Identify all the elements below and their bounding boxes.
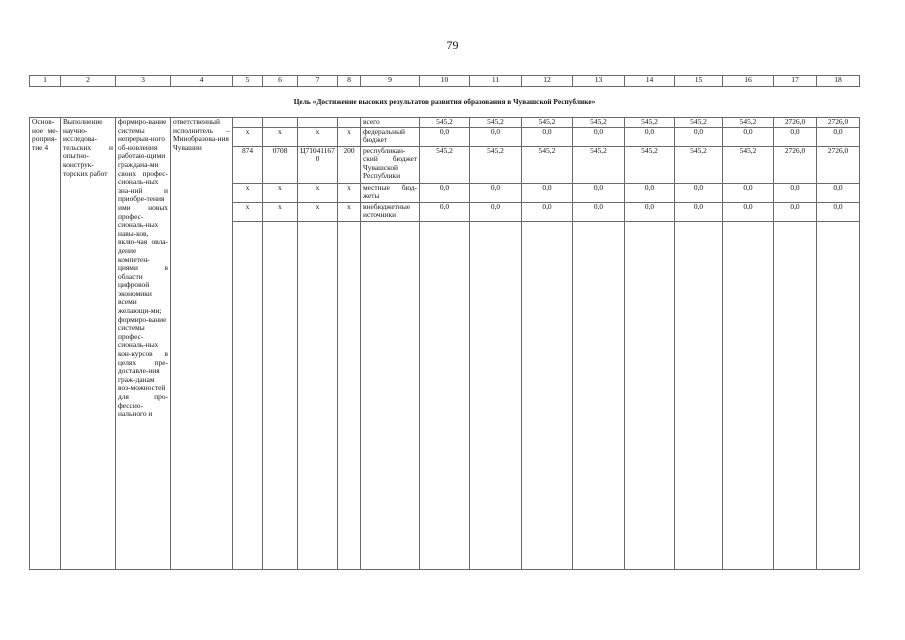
value-cell: 0,0 — [470, 202, 522, 221]
code-cell: x — [338, 202, 361, 221]
code-cell: 874 — [233, 146, 263, 183]
value-cell: 0,0 — [522, 202, 573, 221]
col-number: 5 — [233, 76, 263, 87]
code-cell: x — [338, 127, 361, 146]
value-cell: 2726,0 — [774, 146, 817, 183]
code-cell: x — [298, 202, 338, 221]
value-cell: 545,2 — [420, 146, 470, 183]
value-cell: 0,0 — [522, 127, 573, 146]
funding-source: федеральный бюджет — [361, 127, 420, 146]
code-cell: x — [263, 183, 298, 202]
code-cell: x — [298, 183, 338, 202]
funding-source: республикан-ский бюджет Чувашской Республики — [361, 146, 420, 183]
code-cell — [233, 118, 263, 128]
code-cell: x — [263, 127, 298, 146]
value-cell: 0,0 — [774, 183, 817, 202]
value-cell: 0,0 — [774, 202, 817, 221]
col-number: 11 — [470, 76, 522, 87]
value-cell: 0,0 — [774, 127, 817, 146]
value-cell: 0,0 — [675, 183, 723, 202]
value-cell: 0,0 — [470, 127, 522, 146]
value-cell: 545,2 — [625, 118, 675, 128]
value-cell: 545,2 — [723, 118, 774, 128]
code-cell: x — [233, 183, 263, 202]
col-number: 12 — [522, 76, 573, 87]
value-cell: 2726,0 — [817, 118, 860, 128]
column-number-row — [30, 76, 860, 87]
value-cell: 545,2 — [675, 146, 723, 183]
code-cell — [298, 118, 338, 128]
funding-source: внебюджетные источники — [361, 202, 420, 221]
value-cell: 0,0 — [817, 183, 860, 202]
value-cell: 0,0 — [723, 127, 774, 146]
col-number: 13 — [573, 76, 625, 87]
value-cell: 545,2 — [723, 146, 774, 183]
value-cell: 0,0 — [420, 202, 470, 221]
value-cell: 0,0 — [573, 127, 625, 146]
budget-table — [29, 75, 860, 570]
value-cell: 545,2 — [573, 146, 625, 183]
code-cell: x — [263, 202, 298, 221]
activity-description: формиро-вание системы непрерыв-ного об-новления работаю-щими граждана-ми своих профес-сиональ-ных зна-ний и приобре-тения ими новых профес-сиональ-ных навы-ков, вклю-чая овла-дение компетен-циями в области цифровой экономики всеми желающи-ми; формиро-вание системы профес-сиональ-ных кон-курсов в целях пре-доставле-ния граж-данам воз-можностей для про-фессио-нального и — [116, 118, 171, 570]
value-cell: 0,0 — [522, 183, 573, 202]
value-cell: 0,0 — [573, 202, 625, 221]
value-cell: 545,2 — [470, 118, 522, 128]
value-cell: 0,0 — [420, 127, 470, 146]
value-cell: 545,2 — [573, 118, 625, 128]
code-cell: 200 — [338, 146, 361, 183]
value-cell: 2726,0 — [774, 118, 817, 128]
value-cell: 545,2 — [522, 146, 573, 183]
code-cell: 0708 — [263, 146, 298, 183]
value-cell: 0,0 — [723, 202, 774, 221]
col-number: 3 — [116, 76, 171, 87]
code-cell: Ц710411670 — [298, 146, 338, 183]
col-number: 15 — [675, 76, 723, 87]
responsible-executor: ответственный исполнитель – Минобразова-ния Чувашии — [171, 118, 233, 570]
value-cell: 545,2 — [675, 118, 723, 128]
value-cell: 0,0 — [470, 183, 522, 202]
col-number: 16 — [723, 76, 774, 87]
value-cell: 545,2 — [470, 146, 522, 183]
code-cell — [263, 118, 298, 128]
code-cell — [338, 118, 361, 128]
activity-name: Выполнение научно-исследова-тельских и опытно-конструк-торских работ — [61, 118, 116, 570]
code-cell: x — [298, 127, 338, 146]
value-cell: 0,0 — [817, 202, 860, 221]
funding-source: всего — [361, 118, 420, 128]
col-number: 10 — [420, 76, 470, 87]
col-number: 2 — [61, 76, 116, 87]
value-cell: 0,0 — [723, 183, 774, 202]
goal-row — [30, 87, 860, 118]
code-cell: x — [233, 202, 263, 221]
col-number: 1 — [30, 76, 61, 87]
value-cell: 2726,0 — [817, 146, 860, 183]
value-cell: 0,0 — [675, 202, 723, 221]
col-number: 6 — [263, 76, 298, 87]
value-cell: 0,0 — [573, 183, 625, 202]
value-cell: 0,0 — [625, 127, 675, 146]
code-cell: x — [338, 183, 361, 202]
code-cell: x — [233, 127, 263, 146]
goal-title: Цель «Достижение высоких результатов развития образования в Чувашской Республике» — [30, 87, 860, 118]
table-row — [30, 118, 860, 128]
value-cell: 0,0 — [675, 127, 723, 146]
value-cell: 0,0 — [420, 183, 470, 202]
col-number: 7 — [298, 76, 338, 87]
col-number: 8 — [338, 76, 361, 87]
value-cell: 545,2 — [625, 146, 675, 183]
col-number: 18 — [817, 76, 860, 87]
value-cell: 0,0 — [625, 202, 675, 221]
activity-number: Основ-ное ме-роприя-тие 4 — [30, 118, 61, 570]
value-cell: 545,2 — [522, 118, 573, 128]
col-number: 14 — [625, 76, 675, 87]
col-number: 17 — [774, 76, 817, 87]
value-cell: 545,2 — [420, 118, 470, 128]
page-number: 79 — [446, 38, 459, 52]
value-cell: 0,0 — [817, 127, 860, 146]
col-number: 9 — [361, 76, 420, 87]
value-cell: 0,0 — [625, 183, 675, 202]
funding-source: местные бюд-жеты — [361, 183, 420, 202]
col-number: 4 — [171, 76, 233, 87]
